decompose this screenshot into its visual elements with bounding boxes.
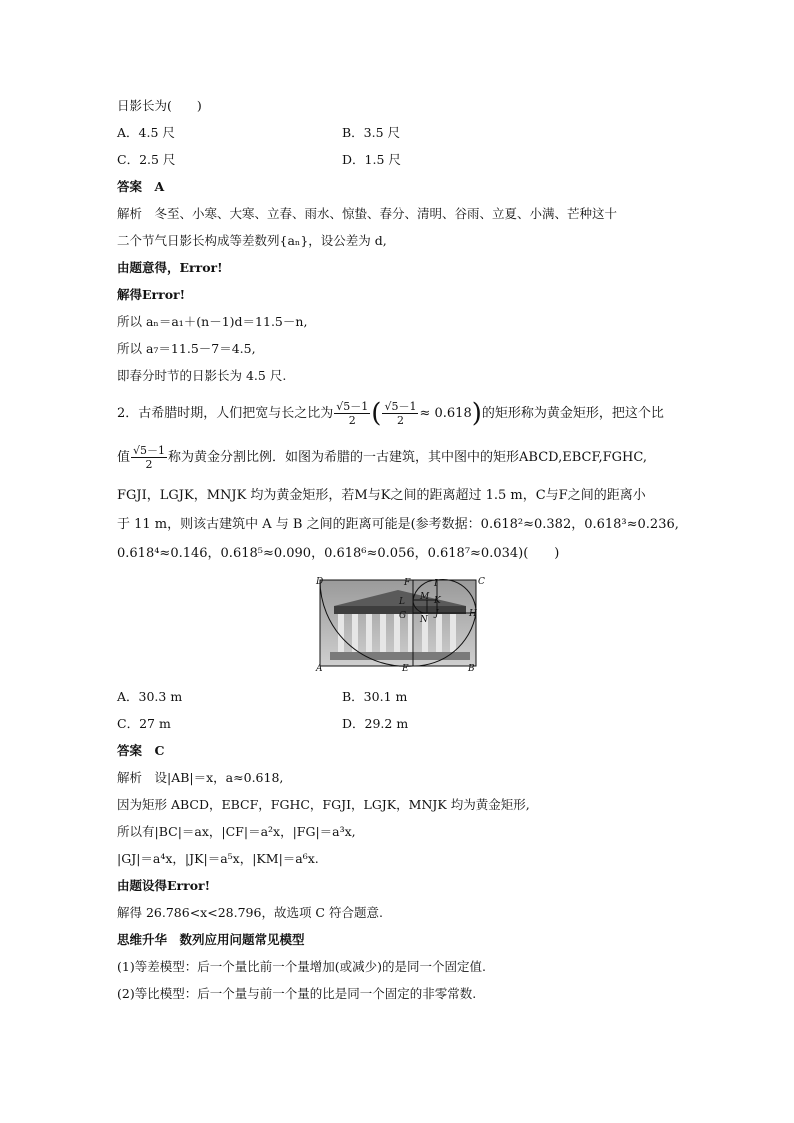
option-d: D．29.2 m: [342, 716, 409, 731]
analysis-line: 解析 设|AB|＝x，a≈0.618,: [117, 770, 284, 785]
summary-line: (1)等差模型：后一个量比前一个量增加(或减少)的是同一个固定值.: [117, 959, 486, 974]
answer: 答案 A: [117, 179, 165, 194]
label-i: I: [434, 579, 438, 589]
question-2-line-3: FGJI，LGJK，MNJK 均为黄金矩形，若M与K之间的距离超过 1.5 m，C与F之间的距离小: [117, 488, 646, 503]
analysis-line: 二个节气日影长构成等差数列{aₙ}，设公差为 d,: [117, 233, 387, 248]
option-b: B．30.1 m: [342, 689, 408, 704]
analysis-line: 即春分时节的日影长为 4.5 尺.: [117, 368, 287, 383]
golden-fraction: $\frac{√5-1}{2}$: [336, 400, 369, 427]
golden-rectangle-figure: [316, 576, 484, 672]
label-j: J: [435, 609, 439, 619]
golden-fraction: $\frac{√5-1}{2}$: [133, 444, 166, 471]
option-d: D．1.5 尺: [342, 152, 401, 167]
analysis-line: 由题设得Error!: [117, 878, 211, 893]
option-a: A．4.5 尺: [117, 125, 175, 140]
answer: 答案 C: [117, 743, 165, 758]
label-g: G: [399, 611, 407, 621]
analysis-line: 解析 冬至、小寒、大寒、立春、雨水、惊蛰、春分、清明、谷雨、立夏、小满、芒种这十: [117, 206, 618, 221]
analysis-line: 解得Error!: [117, 287, 186, 302]
label-n: N: [420, 615, 428, 625]
question-1-tail: 日影长为( ): [117, 98, 202, 113]
question-2-line-4: 于 11 m，则该古建筑中 A 与 B 之间的距离可能是(参考数据：0.618²≈0.382，0.618³≈0.236,: [117, 517, 679, 532]
label-f: F: [404, 578, 411, 588]
analysis-line: 所以有|BC|＝ax，|CF|＝a²x，|FG|＝a³x,: [117, 824, 356, 839]
question-2-line-1: 2．古希腊时期，人们把宽与长之比为 $\frac{√5-1}{2}$ ( $\frac{√5-1}{2}$ ≈ 0.618)的矩形称为黄金矩形，把这个比: [117, 398, 664, 429]
analysis-line: 由题意得，Error!: [117, 260, 223, 275]
analysis-line: 所以 aₙ＝a₁＋(n－1)d＝11.5－n,: [117, 314, 308, 329]
label-l: L: [399, 597, 405, 607]
analysis-line: |GJ|＝a⁴x，|JK|＝a⁵x，|KM|＝a⁶x.: [117, 851, 319, 866]
golden-fraction: $\frac{√5-1}{2}$: [384, 400, 417, 427]
option-a: A．30.3 m: [117, 689, 183, 704]
option-c: C．2.5 尺: [117, 152, 176, 167]
analysis-line: 因为矩形 ABCD，EBCF，FGHC，FGJI，LGJK，MNJK 均为黄金矩形,: [117, 797, 530, 812]
summary-line: (2)等比模型：后一个量与前一个量的比是同一个固定的非零常数.: [117, 986, 477, 1001]
label-c: C: [478, 577, 485, 587]
question-2-line-5: 0.618⁴≈0.146，0.618⁵≈0.090，0.618⁶≈0.056，0.618⁷≈0.034)( ): [117, 546, 560, 561]
option-c: C．27 m: [117, 716, 171, 731]
label-k: K: [434, 596, 441, 606]
label-b: B: [468, 664, 475, 674]
label-h: H: [469, 609, 477, 619]
option-b: B．3.5 尺: [342, 125, 401, 140]
label-a: A: [316, 664, 323, 674]
question-2-line-2: 值 $\frac{√5-1}{2}$ 称为黄金分割比例．如图为希腊的一古建筑，其中图中的矩形ABCD,EBCF,FGHC,: [117, 444, 647, 471]
label-m: M: [420, 592, 430, 602]
label-e: E: [402, 664, 409, 674]
analysis-line: 所以 a₇＝11.5－7＝4.5,: [117, 341, 256, 356]
summary-title: 思维升华 数列应用问题常见模型: [117, 932, 305, 947]
analysis-line: 解得 26.786<x<28.796，故选项 C 符合题意.: [117, 905, 383, 920]
label-d: D: [316, 577, 324, 587]
